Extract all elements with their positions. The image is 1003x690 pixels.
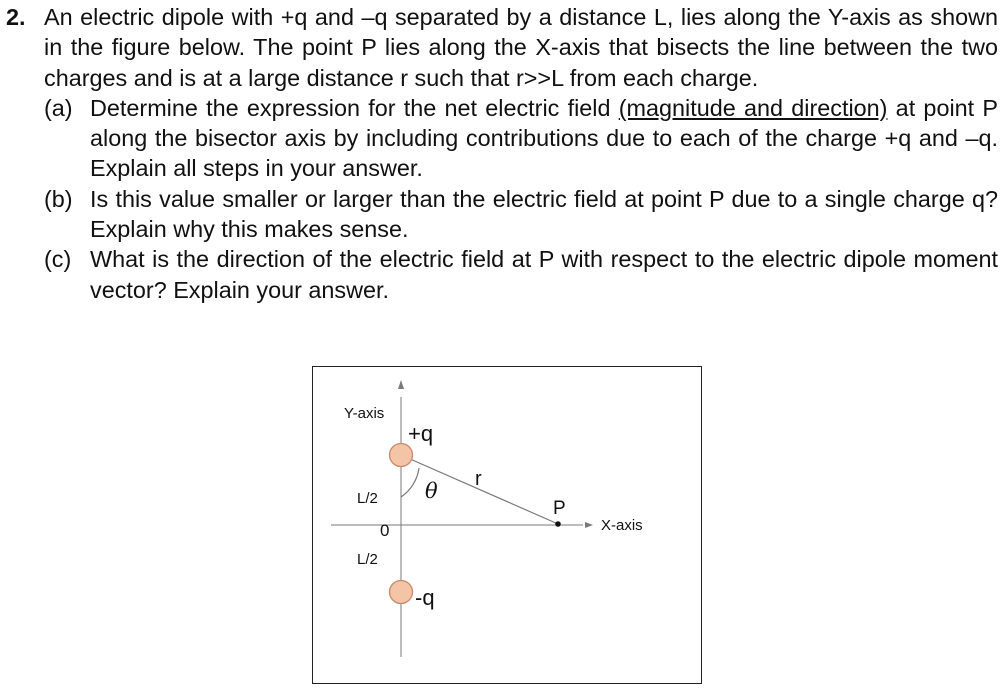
question-number: 2. (6, 4, 26, 30)
theta-angle-arc (401, 468, 419, 497)
theta-label: θ (425, 479, 438, 503)
r-label: r (475, 468, 482, 490)
question-2 (6, 2, 998, 305)
question-stem: An electric dipole with +q and –q separated by a distance L, lies along the Y-axis as shown in the figure below. The point P lies along the X-axis that bisects the line between the two charges and is at a large distance r such that r>>L from each charge. (44, 4, 998, 91)
part-a-text (90, 93, 998, 184)
part-a (44, 93, 998, 184)
lower-half-length-label: L/2 (357, 551, 378, 568)
part-b-label: (b) (44, 185, 73, 212)
part-c-label: (c) (44, 246, 72, 273)
part-c (44, 244, 998, 305)
y-axis-label: Y-axis (344, 405, 385, 422)
part-a-underlined: (magnitude and direction) (618, 94, 888, 121)
positive-charge-label: +q (408, 421, 434, 446)
part-b-text: Is this value smaller or larger than the electric field at point P due to a single charge q? Explain why this makes sense. (90, 185, 998, 243)
part-c-text: What is the direction of the electric field at P with respect to the electric dipole moment vector? Explain your answer. (90, 246, 998, 303)
part-a-text-post: at point P along the bisector axis by including contributions due to each of the charge +q and –q. Explain all steps in your answer. (90, 94, 998, 182)
origin-label: 0 (380, 521, 390, 540)
question-parts (44, 93, 998, 305)
dipole-figure (312, 366, 702, 684)
dipole-diagram (313, 367, 703, 685)
point-p-marker (555, 521, 561, 527)
question-stem-row (6, 2, 998, 93)
negative-charge-label: -q (415, 585, 435, 610)
part-b (44, 184, 998, 245)
point-p-label: P (553, 498, 566, 519)
y-axis-arrowhead (398, 380, 404, 389)
part-a-text-pre: Determine the expression for the net electric field (90, 94, 619, 121)
x-axis-label: X-axis (601, 517, 643, 534)
part-a-label: (a) (44, 94, 73, 121)
upper-half-length-label: L/2 (357, 490, 378, 507)
x-axis-arrowhead (585, 522, 593, 528)
